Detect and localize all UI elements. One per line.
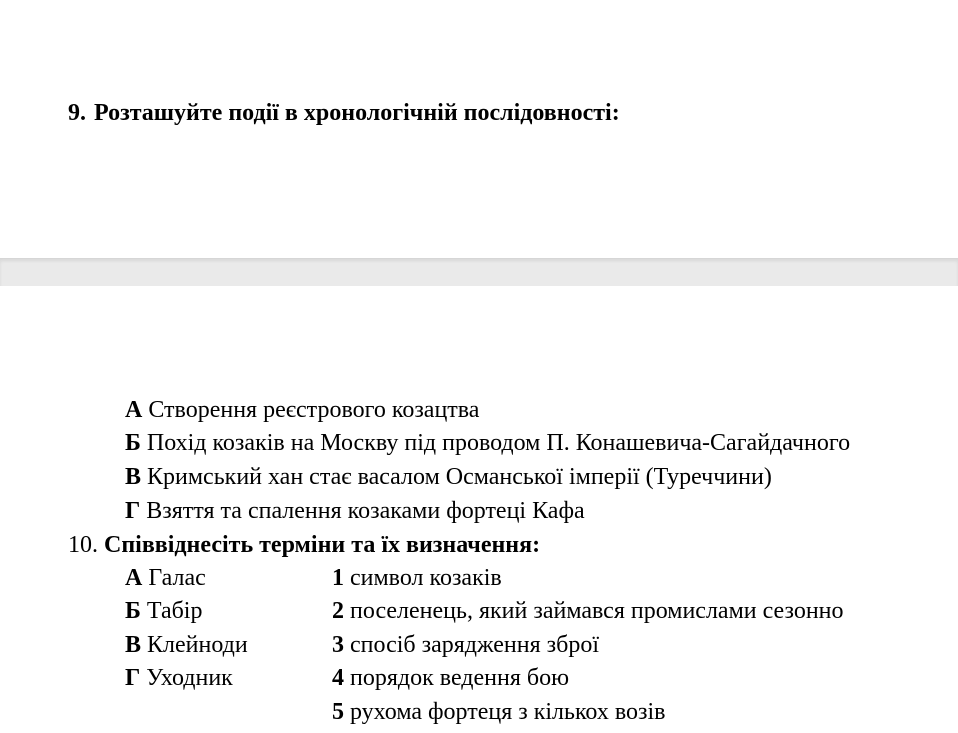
term-d: [125, 663, 233, 693]
page-separator: [0, 258, 958, 287]
option-text: Створення реєстрового козацтва: [148, 397, 480, 423]
definition-text: спосіб зарядження зброї: [350, 632, 600, 658]
question-9-number: 9.: [68, 100, 86, 126]
term-c: [125, 630, 248, 660]
option-text: Похід козаків на Москву під проводом П. Конашевича-Сагайдачного: [146, 430, 851, 456]
term-letter: Б: [125, 598, 141, 624]
definition-5: [332, 697, 665, 727]
term-letter: В: [125, 632, 142, 658]
option-letter: А: [125, 397, 143, 423]
option-letter: В: [125, 464, 142, 490]
question-10-text: Співвіднесіть терміни та їх визначення:: [104, 532, 541, 558]
option-text: Взяття та спалення козаками фортеці Кафа: [146, 498, 585, 524]
option-text: Кримський хан стає васалом Османської імперії (Туреччини): [147, 464, 772, 490]
question-9-title: [68, 100, 620, 127]
term-text: Уходник: [146, 665, 233, 691]
definition-number: 5: [332, 699, 344, 725]
option-letter: Б: [125, 430, 141, 456]
term-letter: Г: [125, 665, 141, 691]
term-text: Галас: [148, 565, 206, 591]
definition-text: символ козаків: [350, 565, 502, 591]
term-a: [125, 563, 206, 593]
definition-number: 3: [332, 632, 344, 658]
definition-number: 1: [332, 565, 344, 591]
definition-3: [332, 630, 599, 660]
term-b: [125, 596, 202, 626]
definition-number: 2: [332, 598, 344, 624]
definition-1: [332, 563, 502, 593]
document-page-1: [0, 0, 958, 258]
definition-text: порядок ведення бою: [350, 665, 570, 691]
definition-4: [332, 663, 569, 693]
definition-text: рухома фортеця з кількох возів: [350, 699, 666, 725]
question-9-option-d: [125, 496, 585, 526]
definition-text: поселенець, який займався промислами сезонно: [350, 598, 844, 624]
question-10-number: 10.: [68, 532, 98, 558]
term-text: Табір: [146, 598, 203, 624]
question-9-option-b: [125, 428, 850, 458]
question-9-option-a: [125, 395, 479, 425]
term-text: Клейноди: [147, 632, 248, 658]
definition-number: 4: [332, 665, 344, 691]
question-10-title: [68, 530, 540, 560]
question-9-option-c: [125, 462, 772, 492]
term-letter: А: [125, 565, 143, 591]
definition-2: [332, 596, 844, 626]
question-9-text: Розташуйте події в хронологічній послідовності:: [94, 100, 620, 126]
option-letter: Г: [125, 498, 141, 524]
